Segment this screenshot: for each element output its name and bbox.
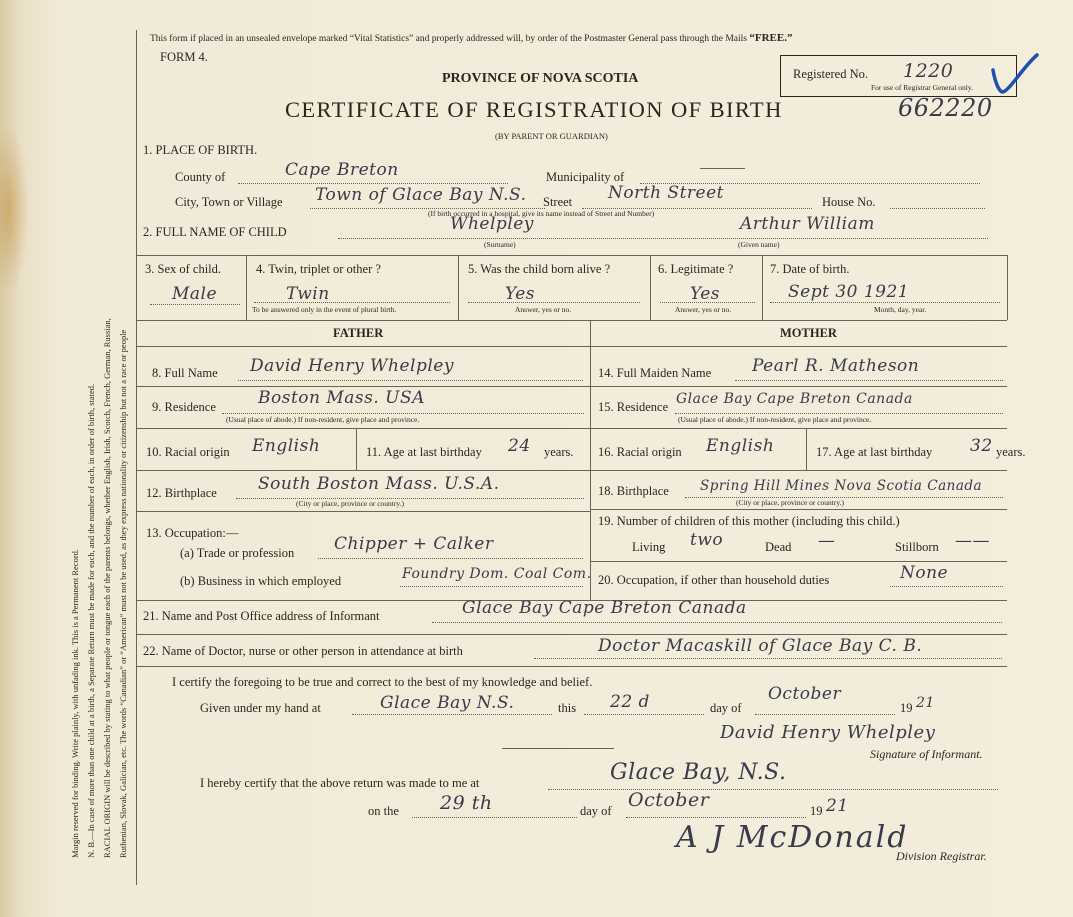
father-trade-label: (a) Trade or profession [180, 546, 295, 560]
father-racial-value: English [252, 436, 321, 456]
father-birthplace-label: 12. Birthplace [146, 486, 217, 500]
father-birthplace-note: (City or place, province or country.) [296, 499, 405, 508]
father-business-label: (b) Business in which employed [180, 574, 342, 588]
place-of-birth-heading: 1. PLACE OF BIRTH. [143, 143, 258, 157]
twin-note: To be answered only in the event of plural birth. [252, 305, 397, 314]
certify-statement: I certify the foregoing to be true and correct to the best of my knowledge and belief. [172, 675, 593, 689]
mother-occupation-label: 20. Occupation, if other than household duties [598, 573, 830, 587]
given-under-hand-label: Given under my hand at [200, 701, 321, 715]
registrar-day-line [412, 817, 577, 818]
sex-line [150, 304, 240, 305]
informant-line [432, 622, 1002, 623]
legitimate-label: 6. Legitimate ? [658, 262, 734, 276]
registrar-month-line [626, 817, 806, 818]
parents-divider [590, 320, 591, 600]
father-row-8-divider [137, 386, 590, 387]
mother-heading: MOTHER [780, 326, 837, 340]
given-place-line [352, 714, 552, 715]
father-name-line [238, 380, 583, 381]
given-day-line [584, 714, 704, 715]
mother-row-14-divider [590, 386, 1007, 387]
registrar-signature-label: Division Registrar. [896, 849, 987, 863]
child-name-label: 2. FULL NAME OF CHILD [143, 225, 287, 239]
municipality-dash [700, 168, 745, 169]
given-month-value: October [768, 684, 842, 704]
street-label: Street [543, 195, 573, 209]
hospital-note: (If birth occurred in a hospital, give its name instead of Street and Number) [428, 209, 655, 218]
mother-occupation-value: None [900, 563, 949, 583]
col-divider-4 [762, 255, 763, 320]
city-value: Town of Glace Bay N.S. [315, 185, 527, 205]
father-birthplace-line [236, 498, 584, 499]
father-name-value: David Henry Whelpley [250, 356, 454, 376]
mother-name-line [735, 380, 1003, 381]
dob-note: Month, day, year. [874, 305, 927, 314]
twin-value: Twin [286, 284, 330, 304]
mother-stillborn-value: —— [955, 531, 990, 551]
this-label: this [558, 701, 577, 715]
twin-label: 4. Twin, triplet or other ? [256, 262, 381, 276]
alive-note: Answer, yes or no. [515, 305, 572, 314]
margin-note-multiple-births: N. B.—In case of more than one child at a birth, a Separate Return must be made for each, and the number of each, in order of birth, stated. [86, 383, 96, 858]
registrar-on-label: on the [368, 804, 399, 818]
child-name-line [338, 238, 988, 239]
margin-note-binding: Margin reserved for binding. Write plainly, with unfading ink. This is a Permanent Record. [70, 548, 80, 858]
mother-row-18-divider [590, 509, 1007, 510]
twin-line [254, 302, 450, 303]
father-residence-line [222, 413, 584, 414]
doctor-value: Doctor Macaskill of Glace Bay C. B. [598, 636, 923, 656]
given-place-value: Glace Bay N.S. [380, 693, 515, 713]
county-label: County of [175, 170, 226, 184]
mother-row-15-divider [590, 428, 1007, 429]
mother-occupation-line [890, 586, 1003, 587]
legitimate-line [660, 302, 755, 303]
mother-dead-value: — [818, 531, 836, 551]
doctor-line [534, 658, 1002, 659]
page-subtitle: (BY PARENT OR GUARDIAN) [495, 131, 608, 141]
mother-dead-label: Dead [765, 540, 792, 554]
registrar-day-value: 29 th [440, 792, 493, 814]
registrar-place-line [548, 789, 998, 790]
mother-stillborn-label: Stillborn [895, 540, 939, 554]
certify-top-divider [137, 666, 1007, 667]
short-rule [502, 748, 614, 749]
dob-label: 7. Date of birth. [770, 262, 850, 276]
house-number-label: House No. [822, 195, 876, 209]
margin-note-racial-origin: RACIAL ORIGIN will be described by stating to what people or tongue each of the parents belongs, whether English, Irish, Scotch, French, German, Russian, [102, 318, 112, 858]
informant-value: Glace Bay Cape Breton Canada [462, 598, 747, 618]
sex-label: 3. Sex of child. [145, 262, 222, 276]
registered-label: Registered No. [793, 67, 868, 81]
doctor-top-divider [137, 634, 1007, 635]
father-name-label: 8. Full Name [152, 366, 218, 380]
given-day-of-label: day of [710, 701, 742, 715]
father-residence-note: (Usual place of abode.) If non-resident, give place and province. [226, 415, 420, 424]
given-day-value: 22 d [610, 692, 650, 712]
given-year-prefix: 19 [900, 701, 913, 715]
county-line [238, 183, 508, 184]
father-residence-value: Boston Mass. USA [258, 388, 425, 408]
father-row-10-divider [137, 470, 590, 471]
registrar-place-value: Glace Bay, N.S. [610, 760, 787, 785]
city-label: City, Town or Village [175, 195, 283, 209]
mother-living-label: Living [632, 540, 666, 554]
dob-value: Sept 30 1921 [788, 282, 910, 302]
mother-age-label: 17. Age at last birthday [816, 445, 933, 459]
father-trade-line [318, 558, 583, 559]
postal-notice: This form if placed in an unsealed envelope marked “Vital Statistics” and properly addressed will, by order of the Postmaster General pass through the Mails “FREE.” [150, 32, 793, 44]
mother-age-value: 32 [970, 436, 993, 456]
province-heading: PROVINCE OF NOVA SCOTIA [442, 71, 639, 86]
mother-name-value: Pearl R. Matheson [752, 356, 920, 376]
col-divider-3 [650, 255, 651, 320]
sex-value: Male [172, 284, 218, 304]
registration-box [780, 55, 1017, 97]
row-divider-top [137, 255, 1007, 256]
mother-residence-label: 15. Residence [598, 400, 669, 414]
parents-heading-line [137, 346, 1007, 347]
registrar-year-prefix: 19 [810, 804, 823, 818]
mother-birthplace-note: (City or place, province or country.) [736, 498, 845, 507]
mother-age-years: years. [996, 445, 1026, 459]
mother-residence-note: (Usual place of abode.) If non-resident, give place and province. [678, 415, 872, 424]
page-title: CERTIFICATE OF REGISTRATION OF BIRTH [285, 97, 783, 122]
father-birthplace-value: South Boston Mass. U.S.A. [258, 474, 500, 494]
father-row-12-divider [137, 511, 590, 512]
father-residence-label: 9. Residence [152, 400, 216, 414]
registrar-signature: A J McDonald [676, 820, 909, 855]
father-age-label: 11. Age at last birthday [366, 445, 482, 459]
father-business-line [400, 586, 583, 587]
form-number: FORM 4. [160, 50, 208, 64]
registrar-year-value: 21 [826, 796, 849, 816]
given-month-line [755, 714, 895, 715]
child-surname: Whelpley [450, 214, 534, 234]
registrar-only-note: For use of Registrar General only. [871, 83, 973, 92]
registrar-day-of-label: day of [580, 804, 612, 818]
father-occupation-label: 13. Occupation:— [146, 526, 239, 540]
col-divider-5 [1007, 255, 1008, 320]
margin-note-racial-origin-cont: Ruthenian, Slovak, Galician, etc. The words “Canadian” or “American” must not be used, as they express nationality or citizenship but not a race or people [118, 329, 128, 858]
doctor-label: 22. Name of Doctor, nurse or other person in attendance at birth [143, 644, 463, 658]
informant-label: 21. Name and Post Office address of Informant [143, 609, 380, 623]
legitimate-note: Answer, yes or no. [675, 305, 732, 314]
father-row-9-divider [137, 428, 590, 429]
father-racial-label: 10. Racial origin [146, 445, 230, 459]
mother-racial-label: 16. Racial origin [598, 445, 682, 459]
col-divider-2 [458, 255, 459, 320]
mother-residence-line [675, 413, 1003, 414]
father-age-divider [356, 428, 357, 470]
mother-children-label: 19. Number of children of this mother (including this child.) [598, 514, 900, 528]
child-given-name: Arthur William [740, 214, 875, 234]
alive-label: 5. Was the child born alive ? [468, 262, 611, 276]
row-divider-bottom [137, 320, 1007, 321]
alive-value: Yes [505, 284, 536, 304]
given-year-value: 21 [916, 695, 935, 711]
mother-row-16-divider [590, 470, 1007, 471]
registrar-month-value: October [628, 789, 710, 811]
dob-line [770, 302, 1000, 303]
legitimate-value: Yes [690, 284, 721, 304]
father-heading: FATHER [333, 326, 384, 340]
county-value: Cape Breton [285, 160, 399, 180]
given-name-note: (Given name) [738, 240, 780, 249]
house-number-line [890, 208, 985, 209]
col-divider-1 [246, 255, 247, 320]
surname-note: (Surname) [484, 240, 516, 249]
father-business-value: Foundry Dom. Coal Com. [402, 566, 592, 582]
registrar-certify-statement: I hereby certify that the above return was made to me at [200, 776, 480, 790]
father-age-value: 24 [508, 436, 531, 456]
father-trade-value: Chipper + Calker [334, 534, 494, 554]
handwritten-file-number: 662220 [898, 94, 993, 122]
mother-residence-value: Glace Bay Cape Breton Canada [676, 391, 913, 407]
blue-check-mark-icon [985, 52, 1045, 97]
mother-racial-value: English [706, 436, 775, 456]
mother-name-label: 14. Full Maiden Name [598, 366, 712, 380]
paper-stain [0, 130, 28, 290]
informant-signature: David Henry Whelpley [720, 722, 936, 743]
father-age-years: years. [544, 445, 574, 459]
mother-birthplace-value: Spring Hill Mines Nova Scotia Canada [700, 478, 983, 494]
form-left-border [136, 30, 137, 885]
mother-row-19-divider [590, 561, 1007, 562]
mother-birthplace-label: 18. Birthplace [598, 484, 669, 498]
mother-living-value: two [690, 530, 724, 550]
mother-age-divider [806, 428, 807, 470]
informant-signature-label: Signature of Informant. [870, 747, 983, 761]
municipality-label: Municipality of [546, 170, 625, 184]
street-value: North Street [608, 183, 724, 203]
alive-line [468, 302, 640, 303]
registered-number: 1220 [903, 60, 954, 82]
